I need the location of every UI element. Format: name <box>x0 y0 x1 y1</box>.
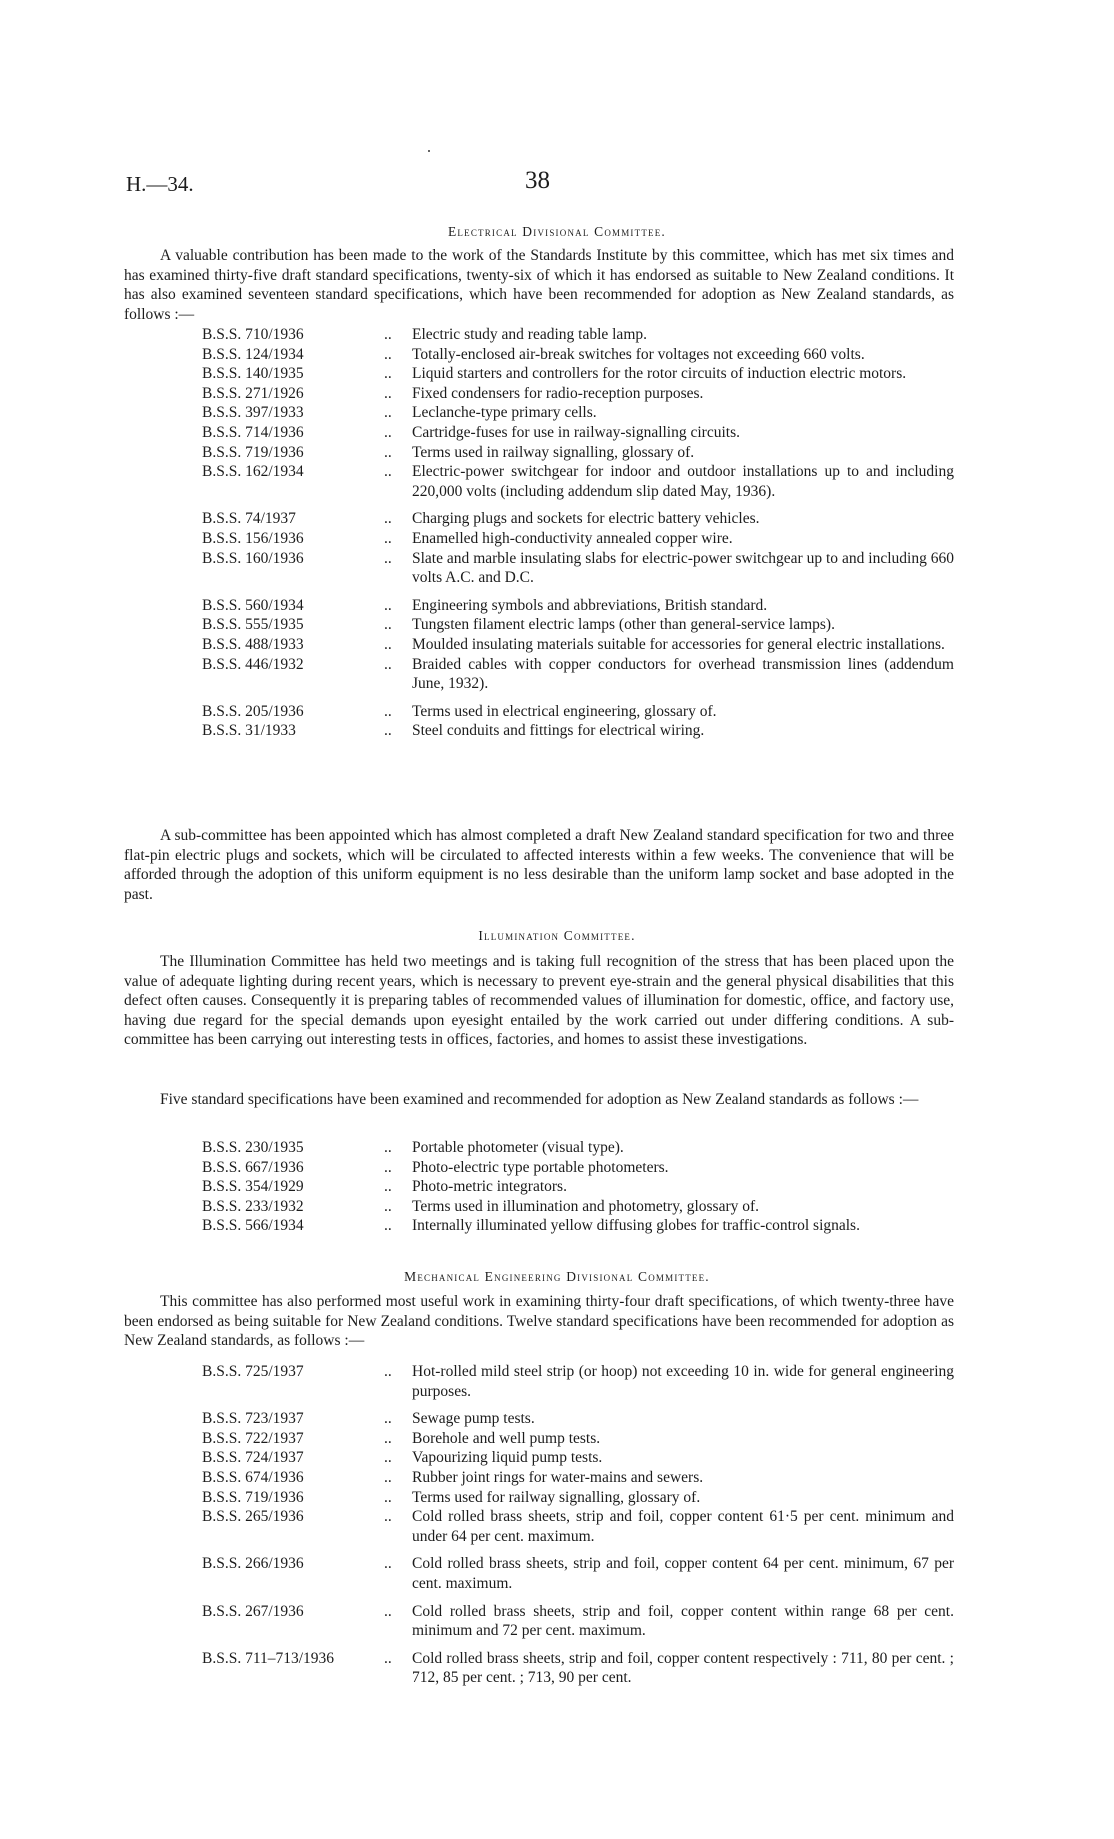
spec-row <box>124 721 954 741</box>
spec-row <box>124 1429 954 1449</box>
spec-row <box>124 384 954 404</box>
spec-code: B.S.S. 124/1934 <box>202 345 304 363</box>
section-closing-electrical <box>124 826 954 904</box>
section-intro-mechanical <box>124 1292 954 1351</box>
leader-dots: .. <box>384 549 392 567</box>
spec-description: Terms used in illumination and photometry, glossary of. <box>412 1197 760 1215</box>
spec-row <box>124 1488 954 1508</box>
spec-row <box>124 364 954 384</box>
leader-dots: .. <box>384 463 392 481</box>
spec-code: B.S.S. 265/1936 <box>202 1508 304 1526</box>
section-heading-mechanical: Mechanical Engineering Divisional Committee. <box>404 1269 710 1284</box>
spec-description: Electric-power switchgear for indoor and outdoor installations up to and including 220,000 volts (including addendum slip dated May, 1936). <box>412 463 954 500</box>
spec-description: Sewage pump tests. <box>412 1410 535 1428</box>
spec-code: B.S.S. 446/1932 <box>202 655 304 673</box>
spec-code: B.S.S. 555/1935 <box>202 616 304 634</box>
spec-row <box>124 1507 954 1546</box>
leader-dots: .. <box>384 1178 392 1196</box>
spec-list-mechanical <box>124 1362 954 1696</box>
spec-description: Totally-enclosed air-break switches for voltages not exceeding 660 volts. <box>412 345 865 363</box>
leader-dots: .. <box>384 423 392 441</box>
spec-row <box>124 345 954 365</box>
spec-row <box>124 423 954 443</box>
leader-dots: .. <box>384 1363 392 1380</box>
leader-dots: .. <box>384 1217 392 1235</box>
intro2-text: Five standard specifications have been examined and recommended for adoption as New Zealand standards as follows :— <box>160 1091 919 1108</box>
spec-code: B.S.S. 560/1934 <box>202 596 304 614</box>
spec-row <box>124 509 954 529</box>
spec-code: B.S.S. 719/1936 <box>202 443 304 461</box>
leader-dots: .. <box>384 702 392 720</box>
spec-row <box>124 1409 954 1429</box>
spec-description: Terms used in electrical engineering, glossary of. <box>412 702 717 720</box>
spec-code: B.S.S. 31/1933 <box>202 722 296 740</box>
section-heading-illumination: Illumination Committee. <box>478 928 636 943</box>
intro-text: This committee has also performed most useful work in examining thirty-four draft specifications, of which twenty-three have been endorsed as being suitable for New Zealand conditions. Twelve standard specifications have been recommended for adoption as New Zealand standards, as follows :— <box>124 1293 954 1350</box>
spec-row <box>124 1177 954 1197</box>
leader-dots: .. <box>384 1429 392 1447</box>
leader-dots: .. <box>384 616 392 634</box>
spec-list-electrical <box>124 325 954 741</box>
spec-code: B.S.S. 566/1934 <box>202 1217 304 1235</box>
section-intro-electrical <box>124 246 954 324</box>
spec-description: Cold rolled brass sheets, strip and foil, copper content within range 68 per cent. minimum and 72 per cent. maximum. <box>412 1602 954 1640</box>
spec-description: Hot-rolled mild steel strip (or hoop) not exceeding 10 in. wide for general engineering purposes. <box>412 1363 954 1400</box>
spec-row <box>124 596 954 616</box>
spec-description: Rubber joint rings for water-mains and sewers. <box>412 1468 704 1486</box>
spec-description: Cartridge-fuses for use in railway-signalling circuits. <box>412 423 740 441</box>
spec-description: Cold rolled brass sheets, strip and foil, copper content 64 per cent. minimum, 67 per cent. maximum. <box>412 1555 954 1592</box>
spec-code: B.S.S. 488/1933 <box>202 635 304 653</box>
spec-description: Leclanche-type primary cells. <box>412 404 597 422</box>
spec-code: B.S.S. 397/1933 <box>202 404 304 422</box>
spec-code: B.S.S. 205/1936 <box>202 702 304 720</box>
spec-code: B.S.S. 674/1936 <box>202 1468 304 1486</box>
closing-text: A sub-committee has been appointed which has almost completed a draft New Zealand standard specification for two and three flat-pin electric plugs and sockets, which will be circulated to affected interests within a few weeks. The convenience that will be afforded through the adoption of this uniform equipment is no less desirable than the uniform lamp socket and base adopted in the past. <box>124 827 954 903</box>
spec-description: Moulded insulating materials suitable for accessories for general electric installations. <box>412 635 945 653</box>
spec-row <box>124 549 954 588</box>
spec-code: B.S.S. 719/1936 <box>202 1488 304 1506</box>
leader-dots: .. <box>384 596 392 614</box>
spec-row <box>124 1448 954 1468</box>
scan-speck <box>428 150 430 152</box>
document-reference: H.—34. <box>126 172 194 196</box>
spec-code: B.S.S. 156/1936 <box>202 529 304 547</box>
leader-dots: .. <box>384 510 392 528</box>
section-intro2-illumination <box>124 1090 954 1110</box>
spec-description: Terms used for railway signalling, glossary of. <box>412 1488 701 1506</box>
leader-dots: .. <box>384 1508 392 1526</box>
spec-description: Fixed condensers for radio-reception purposes. <box>412 384 704 402</box>
spec-description: Enamelled high-conductivity annealed copper wire. <box>412 529 733 547</box>
spec-code: B.S.S. 354/1929 <box>202 1178 304 1196</box>
leader-dots: .. <box>384 1468 392 1486</box>
spec-row <box>124 1216 954 1236</box>
spec-row <box>124 1602 954 1641</box>
spec-description: Slate and marble insulating slabs for electric-power switchgear up to and including 660 volts A.C. and D.C. <box>412 549 954 587</box>
spec-code: B.S.S. 233/1932 <box>202 1197 304 1215</box>
leader-dots: .. <box>384 365 392 383</box>
spec-code: B.S.S. 710/1936 <box>202 326 304 343</box>
spec-code: B.S.S. 230/1935 <box>202 1139 304 1156</box>
leader-dots: .. <box>384 1555 392 1573</box>
spec-row <box>124 635 954 655</box>
spec-code: B.S.S. 667/1936 <box>202 1158 304 1176</box>
leader-dots: .. <box>384 1410 392 1428</box>
leader-dots: .. <box>384 1602 392 1620</box>
leader-dots: .. <box>384 1197 392 1215</box>
spec-code: B.S.S. 711–713/1936 <box>202 1649 335 1667</box>
intro-text: The Illumination Committee has held two meetings and is taking full recognition of the stress that has been placed upon the value of adequate lighting during recent years, which is necessary to prevent eye-strain and the general physical disabilities that this defect often causes. Consequently it is preparing tables of recommended values of illumination for domestic, office, and factory use, having due regard for the special demands upon eyesight entailed by the work carried out under differing conditions. A sub-committee has been carrying out interesting tests in offices, factories, and homes to assist these investigations. <box>124 953 954 1049</box>
spec-row <box>124 655 954 694</box>
spec-row <box>124 1468 954 1488</box>
spec-description: Cold rolled brass sheets, strip and foil, copper content respectively : 711, 80 per cent. ; 712, 85 per cent. ; 713, 90 per cent. <box>412 1649 954 1687</box>
spec-code: B.S.S. 714/1936 <box>202 423 304 441</box>
spec-row <box>124 1649 954 1688</box>
spec-row <box>124 529 954 549</box>
spec-description: Braided cables with copper conductors for overhead transmission lines (addendum June, 1932). <box>412 655 954 693</box>
spec-row <box>124 443 954 463</box>
spec-description: Charging plugs and sockets for electric battery vehicles. <box>412 510 760 528</box>
leader-dots: .. <box>384 404 392 422</box>
spec-row <box>124 615 954 635</box>
spec-description: Electric study and reading table lamp. <box>412 326 647 343</box>
leader-dots: .. <box>384 1649 392 1667</box>
spec-description: Engineering symbols and abbreviations, British standard. <box>412 596 768 614</box>
spec-row <box>124 1158 954 1178</box>
spec-code: B.S.S. 723/1937 <box>202 1410 304 1428</box>
leader-dots: .. <box>384 635 392 653</box>
spec-description: Vapourizing liquid pump tests. <box>412 1449 603 1467</box>
leader-dots: .. <box>384 655 392 673</box>
spec-row <box>124 325 954 345</box>
leader-dots: .. <box>384 345 392 363</box>
spec-code: B.S.S. 724/1937 <box>202 1449 304 1467</box>
leader-dots: .. <box>384 722 392 740</box>
spec-description: Tungsten filament electric lamps (other than general-service lamps). <box>412 616 835 634</box>
spec-code: B.S.S. 162/1934 <box>202 463 304 481</box>
spec-row <box>124 462 954 501</box>
spec-description: Steel conduits and fittings for electrical wiring. <box>412 722 705 740</box>
spec-code: B.S.S. 725/1937 <box>202 1363 304 1380</box>
spec-code: B.S.S. 267/1936 <box>202 1602 304 1620</box>
spec-code: B.S.S. 271/1926 <box>202 384 304 402</box>
leader-dots: .. <box>384 1139 392 1156</box>
spec-code: B.S.S. 722/1937 <box>202 1429 304 1447</box>
section-heading-electrical: Electrical Divisional Committee. <box>447 224 666 239</box>
spec-description: Terms used in railway signalling, glossary of. <box>412 443 695 461</box>
leader-dots: .. <box>384 443 392 461</box>
spec-description: Photo-electric type portable photometers. <box>412 1158 669 1176</box>
leader-dots: .. <box>384 1449 392 1467</box>
leader-dots: .. <box>384 529 392 547</box>
spec-row <box>124 1362 954 1401</box>
spec-description: Photo-metric integrators. <box>412 1178 567 1196</box>
spec-description: Portable photometer (visual type). <box>412 1139 624 1156</box>
leader-dots: .. <box>384 326 392 343</box>
spec-list-illumination <box>124 1138 954 1236</box>
spec-code: B.S.S. 74/1937 <box>202 510 296 528</box>
spec-row <box>124 1138 954 1158</box>
spec-description: Cold rolled brass sheets, strip and foil, copper content 61·5 per cent. minimum and under 64 per cent. maximum. <box>412 1508 954 1545</box>
spec-code: B.S.S. 140/1935 <box>202 365 304 383</box>
section-intro-illumination <box>124 952 954 1050</box>
spec-code: B.S.S. 160/1936 <box>202 549 304 567</box>
page-number: 38 <box>525 167 550 194</box>
spec-code: B.S.S. 266/1936 <box>202 1555 304 1573</box>
leader-dots: .. <box>384 384 392 402</box>
spec-description: Liquid starters and controllers for the rotor circuits of induction electric motors. <box>412 365 907 383</box>
spec-description: Internally illuminated yellow diffusing globes for traffic-control signals. <box>412 1217 860 1235</box>
intro-text: A valuable contribution has been made to the work of the Standards Institute by this committee, which has met six times and has examined thirty-five draft standard specifications, twenty-six of which it has endorsed as suitable to New Zealand conditions. It has also examined seventeen standard specifications, which have been recommended for adoption as New Zealand standards, as follows :— <box>124 247 954 323</box>
spec-row <box>124 1197 954 1217</box>
leader-dots: .. <box>384 1488 392 1506</box>
spec-row <box>124 1554 954 1593</box>
leader-dots: .. <box>384 1158 392 1176</box>
spec-row <box>124 702 954 722</box>
spec-description: Borehole and well pump tests. <box>412 1429 601 1447</box>
spec-row <box>124 403 954 423</box>
